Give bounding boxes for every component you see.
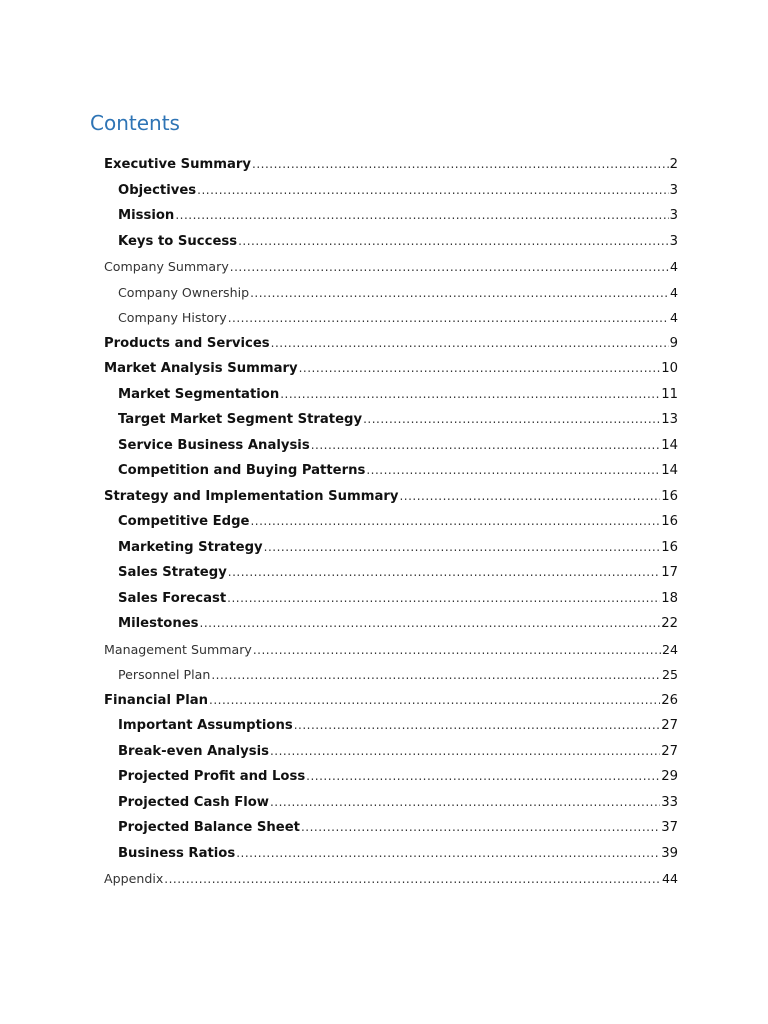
toc-entry-label: Company History	[118, 310, 227, 325]
toc-entry[interactable]	[0, 713, 768, 739]
toc-entry-label: Target Market Segment Strategy	[118, 412, 363, 427]
toc-entry[interactable]	[0, 637, 768, 663]
toc-dot-leader	[209, 688, 660, 714]
toc-entry-label: Business Ratios	[118, 845, 236, 861]
toc-heading: Contents	[90, 111, 180, 135]
toc-entry[interactable]	[0, 611, 768, 637]
toc-page-number: 14	[661, 463, 678, 478]
toc-page-number: 11	[661, 386, 678, 402]
toc-dot-leader	[306, 764, 660, 790]
toc-page-number: 37	[661, 820, 678, 835]
toc-page-number: 24	[661, 641, 678, 657]
toc-dot-leader	[200, 611, 661, 637]
toc-dot-leader	[294, 713, 660, 739]
toc-dot-leader	[230, 255, 669, 280]
toc-page-number: 4	[669, 259, 678, 274]
toc-page-number: 3	[669, 233, 678, 249]
toc-page-number: 14	[661, 437, 678, 453]
toc-entry-label: Competition and Buying Patterns	[118, 463, 366, 478]
toc-dot-leader	[271, 331, 669, 357]
toc-entry[interactable]	[0, 535, 768, 561]
toc-page-number: 2	[669, 157, 678, 172]
toc-dot-leader	[250, 281, 669, 306]
toc-entry-label: Personnel Plan	[118, 667, 211, 682]
toc-entry[interactable]	[0, 356, 768, 382]
toc-dot-leader	[280, 382, 660, 408]
toc-entry[interactable]	[0, 407, 768, 433]
toc-entry[interactable]	[0, 662, 768, 688]
toc-page-number: 22	[661, 616, 678, 631]
toc-entry-label: Projected Balance Sheet	[118, 820, 300, 835]
toc-entry-label: Market Segmentation	[118, 386, 280, 402]
toc-entry[interactable]	[0, 866, 768, 892]
toc-entry-label: Break-even Analysis	[118, 743, 269, 759]
toc-dot-leader	[228, 560, 660, 586]
toc-dot-leader	[311, 433, 661, 459]
toc-dot-leader	[270, 790, 660, 816]
toc-entry[interactable]	[0, 484, 768, 510]
toc-entry-label: Projected Profit and Loss	[118, 769, 306, 784]
toc-page-number: 10	[661, 361, 678, 376]
toc-page-number: 16	[661, 488, 678, 504]
toc-page-number: 17	[661, 565, 678, 580]
toc-entry-label: Important Assumptions	[118, 718, 293, 733]
toc-entry-label: Financial Plan	[104, 692, 209, 708]
toc-entry[interactable]	[0, 790, 768, 816]
toc-entry-label: Strategy and Implementation Summary	[104, 488, 399, 504]
toc-dot-leader	[270, 739, 660, 765]
toc-page-number: 39	[661, 845, 678, 861]
toc-dot-leader	[366, 458, 660, 484]
toc-dot-leader	[252, 152, 669, 178]
toc-dot-leader	[299, 356, 661, 382]
toc-dot-leader	[175, 203, 668, 229]
toc-entry[interactable]	[0, 841, 768, 867]
toc-page-number: 44	[661, 871, 678, 886]
toc-entry-label: Mission	[118, 208, 175, 223]
toc-page-number: 4	[669, 310, 678, 325]
toc-dot-leader	[227, 586, 660, 612]
toc-dot-leader	[264, 535, 661, 561]
toc-entry-label: Marketing Strategy	[118, 539, 263, 555]
toc-page-number: 13	[661, 412, 678, 427]
toc-page-number: 4	[669, 284, 678, 300]
toc-page-number: 27	[661, 743, 678, 759]
toc-entry[interactable]	[0, 509, 768, 535]
toc-entry-label: Competitive Edge	[118, 514, 250, 529]
toc-dot-leader	[238, 229, 669, 255]
toc-dot-leader	[197, 178, 668, 204]
toc-page-number: 3	[669, 182, 678, 198]
toc-entry[interactable]	[0, 331, 768, 357]
toc-page-number: 3	[669, 208, 678, 223]
toc-entry-label: Management Summary	[104, 641, 252, 657]
toc-entry[interactable]	[0, 458, 768, 484]
toc-entry[interactable]	[0, 739, 768, 765]
toc-entry-label: Executive Summary	[104, 157, 251, 172]
toc-entry-label: Market Analysis Summary	[104, 361, 298, 376]
toc-page-number: 29	[661, 769, 678, 784]
toc-page-number: 16	[661, 539, 678, 555]
toc-entry-label: Projected Cash Flow	[118, 794, 269, 810]
toc-entry[interactable]	[0, 382, 768, 408]
toc-page-number: 33	[661, 794, 678, 810]
toc-entry[interactable]	[0, 178, 768, 204]
toc-entry[interactable]	[0, 433, 768, 459]
toc-dot-leader	[250, 509, 660, 535]
toc-entry-label: Appendix	[104, 871, 164, 886]
toc-entry[interactable]	[0, 280, 768, 306]
toc-entry-label: Sales Strategy	[118, 565, 227, 580]
toc-dot-leader	[164, 867, 661, 892]
toc-entry[interactable]	[0, 203, 768, 229]
toc-entry-label: Service Business Analysis	[118, 437, 310, 453]
toc-entry-label: Company Summary	[104, 259, 229, 274]
toc-entry-label: Company Ownership	[118, 284, 250, 300]
toc-entry[interactable]	[0, 764, 768, 790]
toc-page-number: 26	[661, 692, 678, 708]
toc-entry-label: Keys to Success	[118, 233, 238, 249]
toc-dot-leader	[399, 484, 660, 510]
toc-page-number: 9	[669, 335, 678, 351]
toc-entry[interactable]	[0, 688, 768, 714]
toc-entry-label: Milestones	[118, 616, 199, 631]
toc-entry-label: Objectives	[118, 182, 197, 198]
toc-dot-leader	[363, 407, 660, 433]
toc-entry[interactable]	[0, 254, 768, 280]
toc-dot-leader	[236, 841, 660, 867]
toc-page-number: 18	[661, 590, 678, 606]
toc-entry[interactable]	[0, 229, 768, 255]
toc-page-number: 25	[661, 667, 678, 682]
table-of-contents	[0, 152, 768, 892]
toc-entry[interactable]	[0, 586, 768, 612]
toc-dot-leader	[211, 663, 661, 688]
toc-page-number: 16	[661, 514, 678, 529]
toc-dot-leader	[228, 306, 669, 331]
toc-dot-leader	[253, 638, 661, 663]
toc-entry[interactable]	[0, 152, 768, 178]
toc-entry[interactable]	[0, 815, 768, 841]
toc-entry[interactable]	[0, 560, 768, 586]
toc-entry[interactable]	[0, 305, 768, 331]
toc-page-number: 27	[661, 718, 678, 733]
toc-entry-label: Products and Services	[104, 335, 270, 351]
toc-dot-leader	[301, 815, 660, 841]
toc-entry-label: Sales Forecast	[118, 590, 227, 606]
